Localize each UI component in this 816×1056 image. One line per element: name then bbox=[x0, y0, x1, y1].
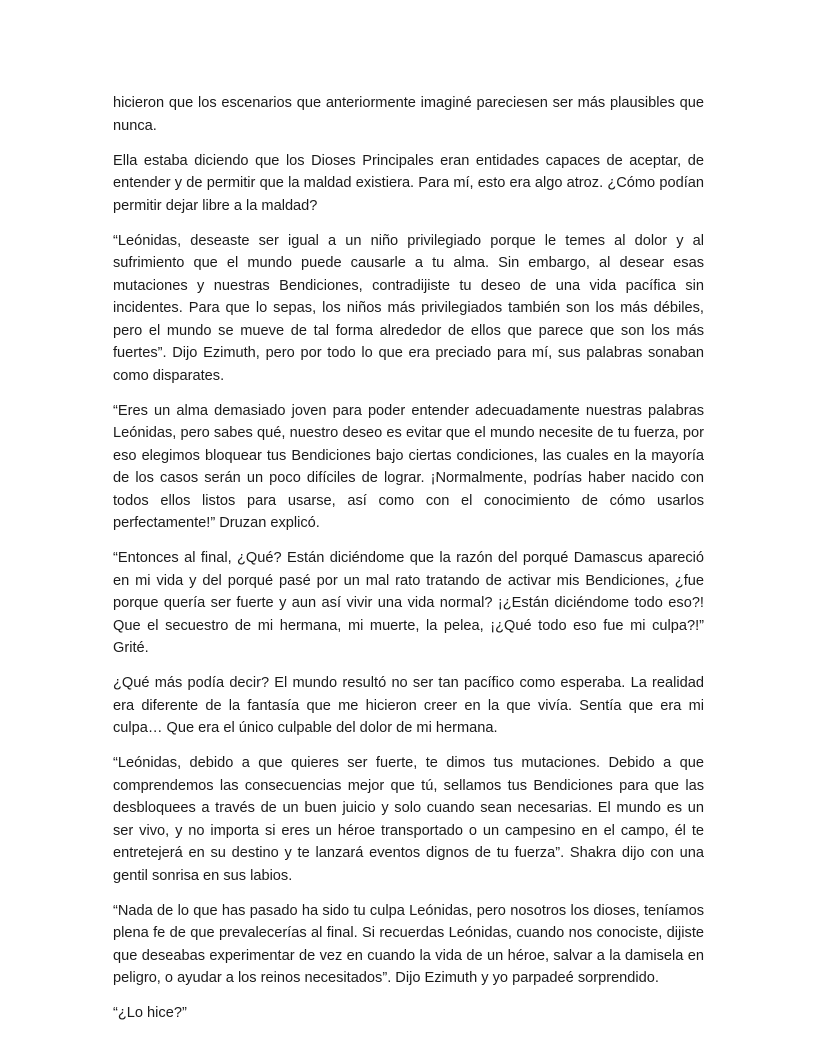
paragraph: “¿Lo hice?” bbox=[113, 1005, 187, 1021]
paragraph: “Entonces al final, ¿Qué? Están diciéndome que la razón del porqué Damascus apareció en mi vida y del porqué pasé por un mal rato tratando de activar mis Bendiciones, ¿fue porque quería ser fuerte y aun así vivir una vida normal? ¡¿Están diciéndome todo eso?! Que el secuestro de mi hermana, mi muerte, la pelea, ¡¿Qué todo eso fue mi culpa?!” Grité. bbox=[113, 550, 704, 656]
paragraph: “Eres un alma demasiado joven para poder entender adecuadamente nuestras palabras Leónidas, pero sabes qué, nuestro deseo es evitar que el mundo necesite de tu fuerza, por eso elegimos bloquear tus Bendiciones bajo ciertas condiciones, las cuales en la mayoría de los casos serán un poco difíciles de lograr. ¡Normalmente, podrías haber nacido con todos ellos listos para usarse, así como con el conocimiento de cómo usarlos perfectamente!” Druzan explicó. bbox=[113, 402, 704, 531]
paragraph: “Nada de lo que has pasado ha sido tu culpa Leónidas, pero nosotros los dioses, teníamos plena fe de que prevalecerías al final. Si recuerdas Leónidas, cuando nos conociste, dijiste que deseabas experimentar de vez en cuando la vida de un héroe, salvar a la damisela en peligro, o ayudar a los reinos necesitados”. Dijo Ezimuth y yo parpadeé sorprendido. bbox=[113, 902, 704, 986]
paragraph: “Leónidas, deseaste ser igual a un niño privilegiado porque le temes al dolor y al sufrimiento que el mundo puede causarle a tu alma. Sin embargo, al desear esas mutaciones y nuestras Bendiciones, contradijiste tu deseo de una vida pacífica sin incidentes. Para que lo sepas, los niños más privilegiados también son los más débiles, pero el mundo se mueve de tal forma alrededor de ellos que parece que son los más fuertes”. Dijo Ezimuth, pero por todo lo que era preciado para mí, sus palabras sonaban como disparates. bbox=[113, 232, 704, 384]
paragraph: hicieron que los escenarios que anteriormente imaginé pareciesen ser más plausibles que nunca. bbox=[113, 95, 704, 134]
document-page bbox=[113, 92, 704, 1037]
paragraph: Ella estaba diciendo que los Dioses Principales eran entidades capaces de aceptar, de entender y de permitir que la maldad existiera. Para mí, esto era algo atroz. ¿Cómo podían permitir dejar libre a la maldad? bbox=[113, 152, 704, 214]
paragraph: ¿Qué más podía decir? El mundo resultó no ser tan pacífico como esperaba. La realidad era diferente de la fantasía que me hicieron creer en la que vivía. Sentía que era mi culpa… Que era el único culpable del dolor de mi hermana. bbox=[113, 675, 704, 736]
paragraph: “Leónidas, debido a que quieres ser fuerte, te dimos tus mutaciones. Debido a que comprendemos las consecuencias mejor que tú, sellamos tus Bendiciones para que las desbloquees a través de un buen juicio y solo cuando sean necesarias. El mundo es un ser vivo, y no importa si eres un héroe transportado o un campesino en el campo, él te entretejerá en su destino y te lanzará eventos dignos de tu fuerza”. Shakra dijo con una gentil sonrisa en sus labios. bbox=[113, 755, 704, 884]
